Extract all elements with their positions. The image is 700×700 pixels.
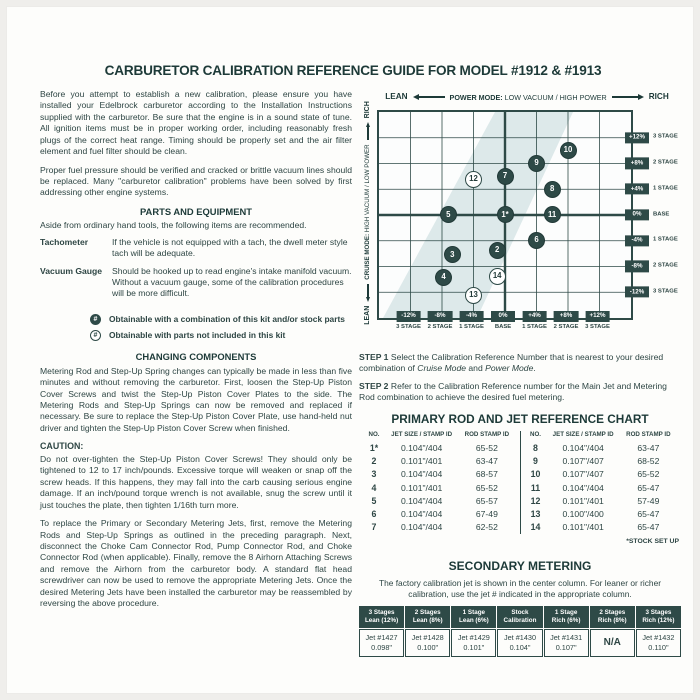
primary-table-left-half bbox=[359, 431, 520, 534]
secondary-value-line2: 0.100" bbox=[417, 642, 439, 652]
cruise-lean-label: LEAN bbox=[364, 305, 372, 325]
secondary-header-line1: 1 Stage bbox=[462, 608, 486, 616]
primary-rod-jet-table bbox=[359, 431, 681, 534]
right-arrow-icon bbox=[612, 94, 644, 100]
right-axis-labels bbox=[625, 112, 681, 318]
primary-row-jet: 0.101"/401 bbox=[400, 456, 443, 467]
axis-stage-label: 1 STAGE bbox=[653, 185, 678, 192]
primary-row-no: 6 bbox=[371, 508, 377, 519]
primary-row-no: 1* bbox=[369, 443, 379, 454]
axis-percent-tag: +12% bbox=[585, 311, 610, 322]
axis-percent-tag: +4% bbox=[522, 311, 547, 322]
primary-row-no: 4 bbox=[371, 482, 377, 493]
primary-row-no: 11 bbox=[530, 482, 541, 493]
secondary-header-line1: 3 Stages bbox=[368, 608, 395, 616]
changing-components-text: Metering Rod and Step-Up Spring changes can typically be made in less than five minutes and without removing the carburetor. First, loosen the Step-Up Piston Cover Screws and twist the Step-Up Piston Cover Plates to the side. The Metering Rods and Step-Up Springs can now be removed and replaced if necessary. Be sure to replace the Step-Up Piston Cover Plate, use hand-held nut driver and tighten the Step-Up Piston Cover Screw when finished. bbox=[40, 365, 352, 433]
secondary-header-line2: Lean (12%) bbox=[364, 617, 399, 625]
secondary-value-line1: Jet #1428 bbox=[411, 632, 444, 642]
primary-row-jet: 0.101"/401 bbox=[562, 495, 604, 506]
primary-row-no: 7 bbox=[371, 522, 377, 533]
equipment-desc: If the vehicle is not equipped with a tach, the dwell meter style tach will be adequate. bbox=[112, 236, 348, 259]
secondary-value-line1: N/A bbox=[603, 636, 621, 648]
intro-paragraph-2: Proper fuel pressure should be verified and cracked or brittle vacuum lines should be replaced. Many "carburetor calibration" problems have been solved by first addressing other engine systems. bbox=[40, 164, 352, 198]
secondary-header-line2: Rich (6%) bbox=[551, 617, 581, 625]
bottom-axis-label bbox=[491, 311, 515, 332]
calibration-point-4: 4 bbox=[435, 269, 452, 286]
primary-row-jet: 0.104"/404 bbox=[400, 495, 443, 506]
axis-percent-tag: 0% bbox=[625, 209, 649, 220]
cruise-rich-label: RICH bbox=[364, 101, 372, 119]
calibration-chart bbox=[359, 101, 681, 346]
calibration-point-13: 13 bbox=[465, 287, 482, 304]
axis-stage-label: 3 STAGE bbox=[585, 324, 610, 331]
secondary-header bbox=[405, 606, 450, 628]
right-axis-label bbox=[625, 158, 678, 169]
caution-heading: CAUTION: bbox=[40, 441, 84, 452]
primary-row-jet: 0.107"/407 bbox=[562, 456, 604, 467]
primary-row-jet: 0.104"/404 bbox=[400, 443, 443, 454]
bottom-axis-label bbox=[428, 311, 453, 332]
right-axis-label bbox=[625, 261, 678, 272]
axis-percent-tag: +12% bbox=[625, 132, 649, 143]
filled-circle-hash-icon: # bbox=[90, 314, 101, 325]
page-title: CARBURETOR CALIBRATION REFERENCE GUIDE FOR MODEL #1912 & #1913 bbox=[104, 63, 602, 78]
left-arrow-icon bbox=[413, 94, 445, 100]
secondary-header bbox=[451, 606, 496, 628]
primary-row-no: 14 bbox=[530, 522, 541, 533]
secondary-value bbox=[497, 629, 542, 656]
equipment-item bbox=[40, 237, 352, 260]
parts-equipment-heading: PARTS AND EQUIPMENT bbox=[140, 205, 252, 217]
axis-percent-tag: 0% bbox=[491, 311, 515, 322]
intro-paragraph-1: Before you attempt to establish a new calibration, please ensure you have installed your Edelbrock carburetor according to the Installation Instructions supplied with the carburetor. Be sure that the engine is in a sound state of tune. All ignition items must be in proper working order, including reasonably fresh plugs of the correct heat range. Timing should be properly set and the air filter element and fuel filter should be clean. bbox=[40, 89, 352, 157]
axis-percent-tag: -4% bbox=[459, 311, 484, 322]
primary-row-rod: 63-47 bbox=[475, 456, 498, 467]
primary-row-rod: 67-49 bbox=[475, 508, 498, 519]
equipment-desc: Should be hooked up to read engine's intake manifold vacuum. Without a vacuum gauge, some of the calibration procedures will be more difficult. bbox=[112, 265, 352, 299]
calibration-point-3: 3 bbox=[444, 246, 461, 263]
down-arrow-icon bbox=[366, 284, 370, 302]
calibration-point-1: 1* bbox=[497, 206, 514, 223]
primary-row-no: 8 bbox=[533, 443, 538, 454]
axis-stage-label: 1 STAGE bbox=[653, 236, 678, 243]
parts-intro: Aside from ordinary hand tools, the following items are recommended. bbox=[40, 220, 307, 231]
secondary-value-line1: Jet #1429 bbox=[457, 632, 490, 642]
primary-chart-title: PRIMARY ROD AND JET REFERENCE CHART bbox=[391, 411, 649, 426]
bottom-axis-label bbox=[585, 311, 610, 332]
secondary-value bbox=[405, 629, 450, 656]
axis-stage-label: 3 STAGE bbox=[653, 288, 678, 295]
outline-circle-hash-icon: # bbox=[90, 330, 101, 341]
secondary-header-line1: 2 Stages bbox=[599, 608, 626, 616]
legend-text: Obtainable with a combination of this kit and/or stock parts bbox=[109, 313, 345, 324]
changing-components-heading: CHANGING COMPONENTS bbox=[135, 351, 257, 363]
axis-percent-tag: -4% bbox=[625, 235, 649, 246]
secondary-header bbox=[636, 606, 681, 628]
two-column-layout bbox=[40, 89, 679, 657]
secondary-value bbox=[359, 629, 404, 656]
primary-table-header: JET SIZE / STAMP ID bbox=[391, 431, 453, 439]
primary-row-rod: 68-57 bbox=[475, 469, 498, 480]
right-column bbox=[359, 89, 681, 657]
step-1: STEP 1 Select the Calibration Reference Number that is nearest to your desired combination of Cruise Mode and Power Mode. bbox=[359, 351, 664, 374]
secondary-header bbox=[590, 606, 635, 628]
axis-stage-label: 3 STAGE bbox=[396, 324, 421, 331]
bottom-axis-label bbox=[554, 311, 579, 332]
document-page bbox=[6, 6, 694, 694]
axis-percent-tag: -12% bbox=[396, 311, 421, 322]
right-axis-label bbox=[625, 209, 669, 220]
secondary-header-line2: Rich (12%) bbox=[642, 617, 675, 625]
calibration-point-5: 5 bbox=[440, 206, 457, 223]
equipment-term: Tachometer bbox=[40, 236, 89, 247]
secondary-value-line2: 0.104" bbox=[509, 642, 531, 652]
primary-row-jet: 0.104"/404 bbox=[400, 469, 443, 480]
equipment-term: Vacuum Gauge bbox=[40, 265, 103, 276]
step-2: STEP 2 Refer to the Calibration Reference number for the Main Jet and Metering Rod combination to achieve the desired fuel metering. bbox=[359, 380, 667, 403]
secondary-value-line1: Jet #1432 bbox=[642, 632, 675, 642]
bottom-axis-label bbox=[396, 311, 421, 332]
bottom-axis-label bbox=[459, 311, 484, 332]
secondary-header-line1: 2 Stages bbox=[414, 608, 441, 616]
primary-row-rod: 65-52 bbox=[637, 469, 660, 480]
primary-row-rod: 65-47 bbox=[637, 522, 660, 533]
power-mode-label: POWER MODE: LOW VACUUM / HIGH POWER bbox=[449, 92, 607, 102]
axis-percent-tag: +8% bbox=[625, 158, 649, 169]
primary-row-no: 10 bbox=[530, 469, 541, 480]
primary-row-no: 3 bbox=[371, 469, 377, 480]
bottom-axis-label bbox=[522, 311, 547, 332]
right-axis-label bbox=[625, 235, 678, 246]
primary-row-no: 2 bbox=[371, 456, 377, 467]
secondary-value-line1: Jet #1427 bbox=[365, 632, 398, 642]
secondary-header-line1: 1 Stage bbox=[554, 608, 578, 616]
secondary-header bbox=[544, 606, 589, 628]
primary-table-right-half bbox=[520, 431, 682, 534]
primary-table-header: NO. bbox=[368, 431, 380, 439]
axis-stage-label: BASE bbox=[653, 210, 670, 217]
primary-row-jet: 0.101"/401 bbox=[400, 482, 443, 493]
power-rich-label: RICH bbox=[648, 92, 669, 101]
primary-row-rod: 65-52 bbox=[475, 482, 498, 493]
secondary-header-line1: 3 Stages bbox=[645, 608, 672, 616]
primary-row-jet: 0.100"/400 bbox=[562, 508, 604, 519]
axis-percent-tag: +8% bbox=[554, 311, 579, 322]
secondary-header bbox=[497, 606, 542, 628]
primary-row-rod: 62-52 bbox=[475, 522, 498, 533]
secondary-value bbox=[590, 629, 635, 656]
bottom-axis-labels bbox=[377, 311, 629, 341]
replace-jets-text: To replace the Primary or Secondary Metering Jets, first, remove the Metering Rods and Step-Up Springs as outlined in the preceding paragraph. Next, disconnect the Choke Cam Connector Rod, Pump Connector Rod, and Choke Connector Rod (when applicable). Finally, remove the 8 Airhorn Attaching Screws and remove the Airhorn from the carburetor body. A standard flat head screwdriver can now be used to remove the appropriate Metering Jets. Once the desired Metering Jets have been installed the carburetor may be reassembled by reversing the above procedure. bbox=[40, 518, 352, 609]
axis-stage-label: 2 STAGE bbox=[427, 324, 453, 331]
primary-row-rod: 57-49 bbox=[637, 495, 660, 506]
axis-stage-label: BASE bbox=[494, 324, 512, 331]
right-axis-label bbox=[625, 132, 678, 143]
secondary-value-line1: Jet #1430 bbox=[503, 632, 537, 642]
primary-row-jet: 0.104"/404 bbox=[562, 482, 604, 493]
primary-row-no: 12 bbox=[530, 495, 541, 506]
calibration-point-12: 12 bbox=[465, 171, 482, 188]
primary-table-header: ROD STAMP ID bbox=[626, 431, 671, 439]
axis-stage-label: 2 STAGE bbox=[653, 159, 678, 166]
left-column bbox=[40, 89, 352, 657]
primary-row-jet: 0.107"/407 bbox=[562, 469, 604, 480]
secondary-value bbox=[544, 629, 589, 656]
secondary-metering-table bbox=[359, 606, 681, 656]
power-lean-label: LEAN bbox=[385, 92, 408, 101]
primary-row-rod: 65-57 bbox=[475, 495, 498, 506]
calibration-point-7: 7 bbox=[497, 168, 514, 185]
calibration-point-8: 8 bbox=[544, 181, 561, 198]
cruise-mode-axis-label bbox=[363, 101, 373, 325]
axis-percent-tag: +4% bbox=[625, 184, 649, 195]
primary-row-jet: 0.101"/401 bbox=[562, 522, 604, 533]
secondary-header-line2: Lean (6%) bbox=[458, 617, 489, 625]
right-axis-label bbox=[625, 287, 678, 298]
secondary-value-line2: 0.110" bbox=[648, 642, 669, 652]
legend-item bbox=[90, 330, 352, 341]
equipment-list bbox=[40, 237, 352, 300]
primary-row-jet: 0.104"/404 bbox=[400, 522, 443, 533]
primary-row-no: 9 bbox=[533, 456, 538, 467]
axis-stage-label: 1 STAGE bbox=[522, 324, 547, 331]
primary-table-header: ROD STAMP ID bbox=[464, 431, 510, 439]
axis-stage-label: 1 STAGE bbox=[459, 324, 484, 331]
up-arrow-icon bbox=[366, 122, 370, 140]
chart-plot bbox=[377, 110, 633, 320]
right-axis-label bbox=[625, 184, 678, 195]
calibration-point-11: 11 bbox=[544, 206, 561, 223]
secondary-value-line2: 0.098" bbox=[371, 642, 392, 652]
primary-row-no: 5 bbox=[371, 495, 377, 506]
axis-stage-label: 2 STAGE bbox=[653, 262, 678, 269]
secondary-header-line2: Calibration bbox=[503, 617, 537, 625]
secondary-header-line2: Lean (8%) bbox=[412, 617, 443, 625]
legend-item bbox=[90, 314, 352, 325]
axis-stage-label: 2 STAGE bbox=[553, 324, 579, 331]
primary-table-header: NO. bbox=[529, 431, 541, 439]
secondary-header bbox=[359, 606, 404, 628]
secondary-value bbox=[636, 629, 681, 656]
axis-stage-label: 3 STAGE bbox=[653, 133, 678, 140]
axis-percent-tag: -12% bbox=[625, 287, 649, 298]
legend-text: Obtainable with parts not included in this kit bbox=[109, 330, 286, 340]
calibration-point-10: 10 bbox=[560, 142, 577, 159]
primary-table-header: JET SIZE / STAMP ID bbox=[552, 431, 614, 439]
secondary-header-line2: Rich (8%) bbox=[597, 617, 627, 625]
calibration-point-6: 6 bbox=[528, 232, 545, 249]
secondary-value bbox=[451, 629, 496, 656]
caution-text: Do not over-tighten the Step-Up Piston Cover Screws! They should only be tightened to 12 to 17 inch/pounds. Excessive torque will weaken or snap off the screw heads. If this happens, they may fall into the carb causing serious engine damage. If an inch/pound torque wrench is not available, snug the screw until it just touches the plate, then tighten 1/16th turn more. bbox=[40, 454, 352, 510]
primary-row-rod: 68-52 bbox=[637, 456, 660, 467]
stock-setup-footnote: *STOCK SET UP bbox=[626, 537, 679, 545]
primary-row-rod: 65-52 bbox=[475, 443, 498, 454]
primary-row-jet: 0.104"/404 bbox=[400, 508, 443, 519]
secondary-metering-desc: The factory calibration jet is shown in the center column. For leaner or richer calibration, use the jet # indicated in the appropriate column. bbox=[378, 577, 662, 599]
primary-row-rod: 65-47 bbox=[637, 482, 660, 493]
calibration-point-9: 9 bbox=[528, 155, 545, 172]
secondary-value-line1: Jet #1431 bbox=[550, 632, 583, 642]
power-mode-axis-header bbox=[373, 92, 681, 103]
primary-row-no: 13 bbox=[530, 508, 541, 519]
primary-row-rod: 63-47 bbox=[637, 443, 660, 454]
secondary-value-line2: 0.101" bbox=[463, 642, 485, 652]
calibration-point-2: 2 bbox=[489, 242, 506, 259]
axis-percent-tag: -8% bbox=[625, 261, 649, 272]
equipment-item bbox=[40, 266, 352, 300]
primary-row-jet: 0.104"/404 bbox=[562, 443, 604, 454]
secondary-header-line1: Stock bbox=[511, 608, 529, 616]
secondary-metering-title: SECONDARY METERING bbox=[448, 558, 592, 573]
calibration-point-14: 14 bbox=[489, 268, 506, 285]
cruise-mode-label: CRUISE MODE: HIGH VACUUM / LOW POWER bbox=[363, 144, 371, 280]
primary-row-rod: 65-47 bbox=[637, 508, 660, 519]
legend-block bbox=[90, 314, 352, 341]
axis-percent-tag: -8% bbox=[428, 311, 453, 322]
document-content bbox=[40, 63, 679, 683]
secondary-value-line2: 0.107" bbox=[555, 642, 577, 652]
